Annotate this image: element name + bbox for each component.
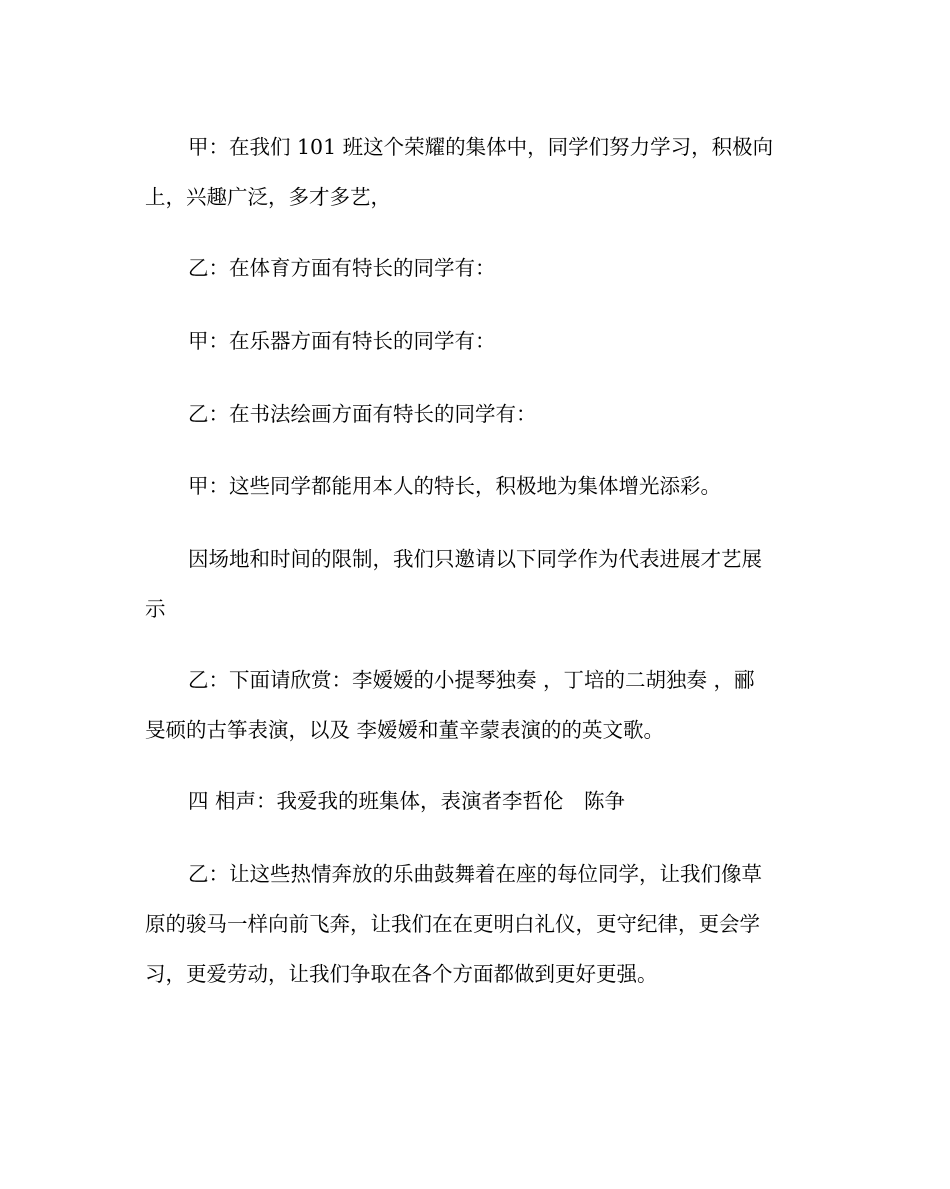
paragraph-5 xyxy=(145,461,805,511)
paragraph-line: 乙：在书法绘画方面有特长的同学有： xyxy=(188,402,537,426)
paragraph-line: 乙：在体育方面有特长的同学有： xyxy=(188,256,496,280)
paragraph-4 xyxy=(145,389,805,439)
paragraph-line: 旻硕的古筝表演，以及 李嫒嫒和董辛蒙表演的的英文歌。 xyxy=(145,718,665,742)
paragraph-line: 因场地和时间的限制，我们只邀请以下同学作为代表进展才艺展 xyxy=(188,547,762,571)
paragraph-line: 甲：在乐器方面有特长的同学有： xyxy=(188,329,496,353)
paragraph-line: 上，兴趣广泛，多才多艺， xyxy=(145,185,391,209)
paragraph-line: 甲：在我们 101 班这个荣耀的集体中，同学们努力学习，积极向 xyxy=(188,135,774,159)
paragraph-line: 示 xyxy=(145,597,166,621)
paragraph-3 xyxy=(145,316,805,366)
paragraph-1 xyxy=(145,122,805,222)
paragraph-line: 乙：下面请欣赏：李嫒嫒的小提琴独奏 ，丁培的二胡独奏 ，郦 xyxy=(188,668,755,692)
paragraph-6 xyxy=(145,534,805,634)
paragraph-line: 甲：这些同学都能用本人的特长，积极地为集体增光添彩。 xyxy=(188,474,721,498)
paragraph-9 xyxy=(145,849,805,999)
paragraph-7 xyxy=(145,655,805,755)
paragraph-8 xyxy=(145,776,805,826)
paragraph-2 xyxy=(145,243,805,293)
paragraph-line: 原的骏马一样向前飞奔，让我们在在更明白礼仪，更守纪律，更会学 xyxy=(145,912,760,936)
paragraph-line: 乙：让这些热情奔放的乐曲鼓舞着在座的每位同学，让我们像草 xyxy=(188,862,762,886)
paragraph-line: 习，更爱劳动，让我们争取在各个方面都做到更好更强。 xyxy=(145,962,658,986)
paragraph-line: 四 相声：我爱我的班集体，表演者李哲伦 陈争 xyxy=(188,789,626,813)
